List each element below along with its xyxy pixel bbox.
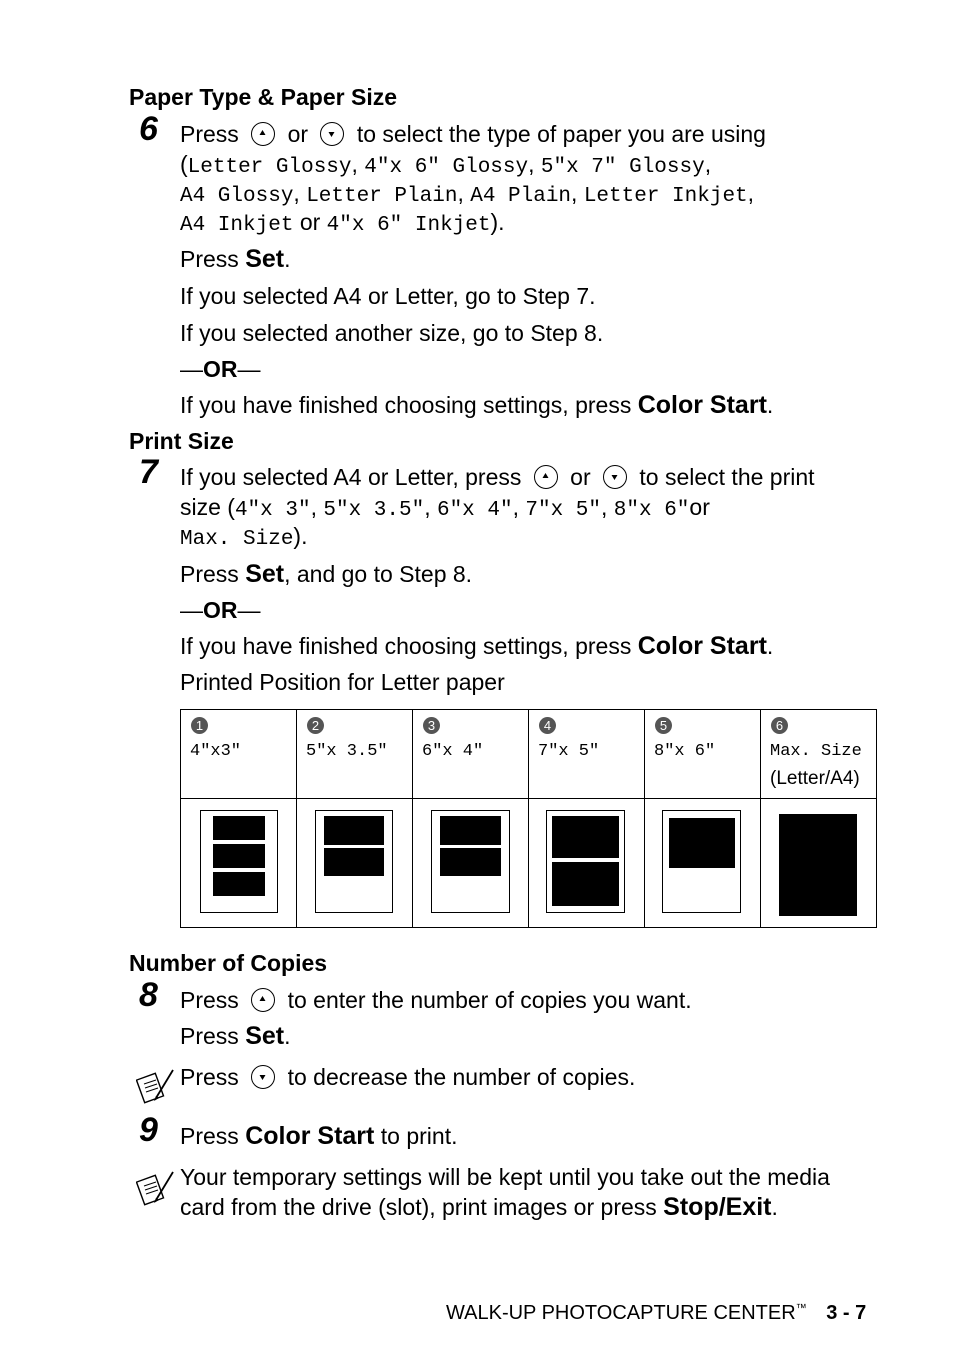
size-4x3: 4"x 3" — [234, 499, 311, 522]
period: . — [284, 1023, 291, 1049]
footer — [446, 1302, 866, 1325]
step7-or: or — [570, 464, 591, 490]
step6-finish — [180, 391, 773, 420]
note1-text — [180, 1064, 635, 1091]
up-arrow-icon — [251, 988, 275, 1012]
finish-text: If you have finished choosing settings, press — [180, 392, 632, 418]
step6-or: or — [287, 121, 309, 147]
note2-line1: Your temporary settings will be kept until you take out the media — [180, 1164, 830, 1190]
open-paren: ( — [180, 151, 188, 177]
dash: — — [237, 356, 261, 382]
comma: , — [571, 180, 578, 206]
table-row — [181, 710, 877, 799]
size-8x6: 8"x 6" — [613, 499, 690, 522]
paper-sheet — [662, 810, 741, 913]
table-cell — [297, 799, 413, 928]
option-4x6-inkjet: 4"x 6" Inkjet — [326, 214, 491, 237]
color-start-key-label: Color Start — [637, 632, 767, 660]
size-label: 4″x3″ — [190, 742, 242, 761]
table-cell — [181, 710, 297, 799]
table-cell — [413, 799, 529, 928]
print-area — [669, 818, 735, 868]
step8-tail: to enter the number of copies you want. — [287, 987, 692, 1013]
set-key-label: Set — [245, 1022, 285, 1050]
table-cell — [413, 710, 529, 799]
press-word: Press — [180, 987, 239, 1013]
step7-or-divider — [180, 597, 261, 624]
step7-sizes-line: size (4"x 3", 5"x 3.5", 6"x 4", 7"x 5", 8"x 6"or — [180, 494, 710, 522]
option-a4-plain: A4 Plain — [470, 185, 572, 208]
number-badge: 5 — [655, 717, 672, 734]
print-area — [213, 816, 265, 840]
table-cell — [529, 799, 645, 928]
step6-or-divider — [180, 356, 261, 383]
table-cell — [297, 710, 413, 799]
period: . — [284, 246, 291, 272]
or-label: OR — [203, 356, 238, 382]
step6-if-a4: If you selected A4 or Letter, go to Step 7. — [180, 283, 596, 309]
close-paren: ). — [490, 209, 505, 235]
period: . — [766, 633, 774, 659]
size-7x5: 7"x 5" — [525, 499, 601, 522]
paper-sheet — [546, 810, 625, 913]
print-area — [440, 848, 501, 876]
down-arrow-icon — [320, 122, 344, 146]
step-number-8: 8 — [139, 976, 158, 1014]
step6-options-line1 — [180, 151, 711, 179]
option-a4-glossy: A4 Glossy — [180, 185, 294, 208]
set-key-label: Set — [245, 560, 285, 588]
number-badge: 4 — [539, 717, 556, 734]
step-number-9: 9 — [139, 1111, 158, 1149]
set-key-label: Set — [245, 245, 285, 273]
page-number: 3 - 7 — [826, 1302, 867, 1324]
print-area — [552, 862, 619, 906]
step7-pre: If you selected A4 or Letter, press — [180, 464, 522, 490]
step8-line1 — [180, 987, 692, 1014]
print-area — [213, 844, 265, 868]
dash: — — [180, 597, 203, 623]
table-cell — [529, 710, 645, 799]
size-label: Max. Size — [770, 742, 862, 761]
option-letter-plain: Letter Plain — [306, 185, 458, 208]
or-label: OR — [203, 597, 238, 623]
finish-text: If you have finished choosing settings, press — [180, 633, 632, 659]
table-cell — [761, 799, 877, 928]
table-cell — [181, 799, 297, 928]
press-word: Press — [180, 1064, 239, 1090]
step7-press-set — [180, 560, 472, 589]
dash: — — [237, 597, 261, 623]
step6-press-set — [180, 245, 290, 274]
section-heading-paper-type: Paper Type & Paper Size — [129, 84, 398, 110]
table-row — [181, 799, 877, 928]
table-cell — [645, 710, 761, 799]
period: . — [766, 392, 774, 418]
down-arrow-icon — [603, 465, 627, 489]
comma: , — [457, 180, 464, 206]
press-word: Press — [180, 1023, 239, 1049]
size-6x4: 6"x 4" — [436, 499, 513, 522]
color-start-key-label: Color Start — [245, 1122, 375, 1150]
option-letter-glossy: Letter Glossy — [187, 156, 352, 179]
number-badge: 1 — [191, 717, 208, 734]
size-label: 5″x 3.5″ — [306, 742, 388, 761]
press-word: Press — [180, 1123, 239, 1149]
press-word: Press — [180, 561, 239, 587]
section-heading-print-size: Print Size — [129, 428, 234, 454]
paper-sheet — [315, 810, 393, 913]
printed-position-caption: Printed Position for Letter paper — [180, 669, 505, 695]
size-max: Max. Size — [180, 528, 294, 551]
step7-tail: to select the print — [639, 464, 815, 490]
print-area — [324, 848, 384, 876]
note2-line2 — [180, 1193, 778, 1222]
step6-options-line3 — [180, 209, 505, 237]
step8-press-set — [180, 1022, 290, 1051]
option-5x7-glossy: 5"x 7" Glossy — [540, 156, 705, 179]
or-word: or — [299, 209, 321, 235]
section-heading-copies: Number of Copies — [129, 950, 328, 976]
step7-max-line — [180, 523, 307, 551]
dash: — — [180, 356, 203, 382]
up-arrow-icon — [251, 122, 275, 146]
up-arrow-icon — [534, 465, 558, 489]
press-set-post: , and go to Step 8. — [284, 561, 473, 587]
paper-sheet — [200, 810, 278, 913]
option-letter-inkjet: Letter Inkjet — [583, 185, 748, 208]
size-label: 7″x 5″ — [538, 742, 600, 761]
step-number-6: 6 — [139, 110, 158, 148]
comma: , — [704, 151, 712, 177]
step7-finish — [180, 632, 773, 661]
print-area-full — [779, 814, 857, 916]
table-cell — [761, 710, 877, 799]
step6-line1 — [180, 121, 766, 148]
step9-post: to print. — [380, 1123, 458, 1149]
step-number-7: 7 — [139, 453, 158, 491]
option-a4-inkjet: A4 Inkjet — [180, 214, 294, 237]
comma: , — [351, 151, 358, 177]
number-badge: 6 — [771, 717, 788, 734]
number-badge: 3 — [423, 717, 440, 734]
size-sublabel: (Letter/A4) — [770, 768, 860, 789]
paper-sheet — [431, 810, 510, 913]
footer-tm: ™ — [795, 1302, 807, 1315]
note2-pre: card from the drive (slot), print images or press — [180, 1194, 657, 1220]
step9-line — [180, 1122, 457, 1151]
table-cell — [645, 799, 761, 928]
period: . — [771, 1194, 778, 1220]
number-badge: 2 — [307, 717, 324, 734]
comma: , — [528, 151, 535, 177]
down-arrow-icon — [251, 1065, 275, 1089]
close-paren: ). — [293, 523, 308, 549]
note-icon — [136, 1066, 176, 1109]
or-word: or — [689, 494, 710, 520]
print-area — [324, 816, 384, 845]
size-label: 8″x 6″ — [654, 742, 716, 761]
note-icon — [136, 1168, 176, 1211]
printed-position-table — [180, 709, 877, 928]
comma: , — [747, 180, 755, 206]
size-label: 6″x 4″ — [422, 742, 484, 761]
size-5x3-5: 5"x 3.5" — [323, 499, 425, 522]
option-4x6-glossy: 4"x 6" Glossy — [364, 156, 529, 179]
step7-line1 — [180, 464, 815, 491]
stop-exit-key-label: Stop/Exit — [663, 1193, 772, 1221]
comma: , — [293, 180, 300, 206]
print-area — [552, 816, 619, 858]
note1-tail: to decrease the number of copies. — [287, 1064, 636, 1090]
print-area — [440, 816, 501, 845]
footer-title: WALK-UP PHOTOCAPTURE CENTER — [446, 1302, 796, 1324]
step6-options-line2 — [180, 180, 754, 208]
color-start-key-label: Color Start — [637, 391, 767, 419]
size-pre: size ( — [180, 494, 235, 520]
step6-if-other: If you selected another size, go to Step 8. — [180, 320, 604, 346]
press-word: Press — [180, 246, 239, 272]
print-area — [213, 872, 265, 896]
step6-tail: to select the type of paper you are using — [356, 121, 766, 147]
step6-press: Press — [180, 121, 239, 147]
